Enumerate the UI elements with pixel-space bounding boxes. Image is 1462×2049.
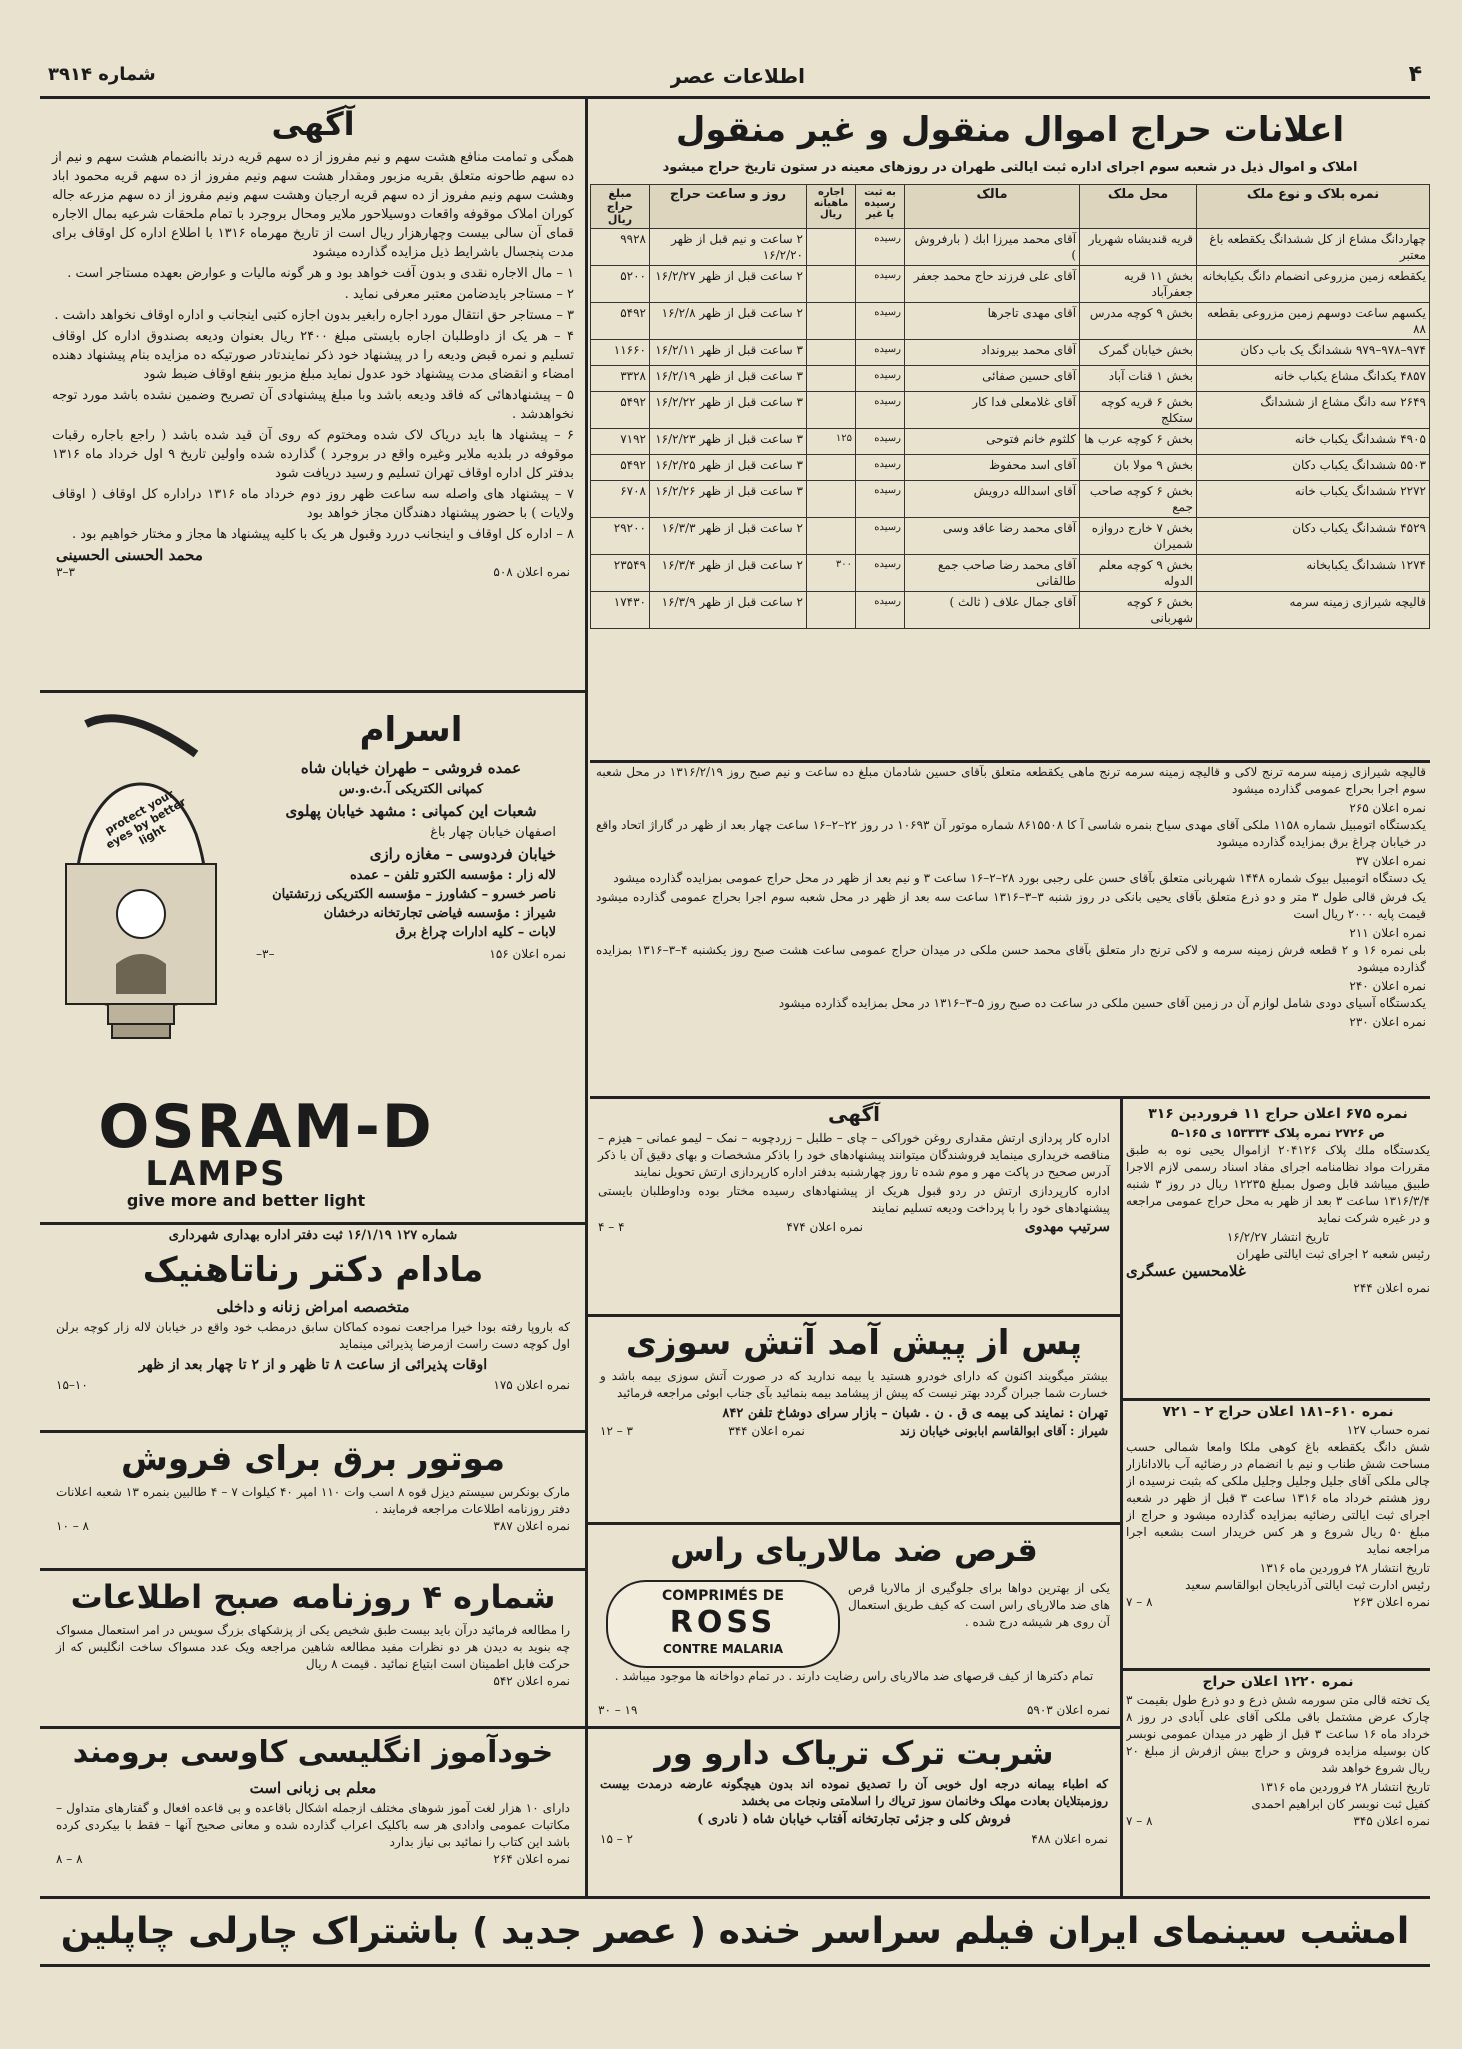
osram-ad-wholesale: عمده فروشی – طهران خیابان شاه — [300, 759, 522, 777]
auction-notice-181 — [1126, 1402, 1430, 1664]
auction-cell-date: ۳ ساعت قبل از ظهر ۱۶/۲/۲۵ — [650, 455, 807, 481]
purchase-notice-body: اداره کار پردازی ارتش مقداری روغن خوراکی – چای – طلبل – زردچوبه – نمک – لیمو عمانی – هیزم – مناقصه خریداری مینماید فروشندگان میتوانند پیشنهادهای خود را باذکر مشخصات و بهای دقیق آن با ذکر آدرس صحیح در پاکت مهر و موم شده تا روز چهارشنبه بدفتر اداره کارپردازی ارتش تحویل نمایند — [598, 1131, 1110, 1179]
notice-1220-body: یک تخته قالی متن سورمه شش ذرع و دو ذرع طول بقیمت ۳ چارک عرض مشتمل باقی ملکی آقای علی آبادی در روز ۸ خرداد ماه ۱۶ ساعت ۳ قبل از ظهر در میدان عمومی نوبسر کان بوسیله مزایده فروش و حراج بیش ازفرش از مبلغ ۲۰ ریال شروع خواهد شد — [1126, 1693, 1430, 1775]
auction-cell-rent — [807, 229, 856, 266]
madam-ad-ref: نمره اعلان ۱۷۵ — [493, 1378, 570, 1392]
fire-ad-code: ۳ – ۱۲ — [600, 1424, 633, 1438]
auction-cell-rent — [807, 340, 856, 366]
notice-675-signer: غلامحسین عسگری — [1126, 1262, 1246, 1280]
auction-cell-amount: ۵۴۹۲ — [591, 455, 650, 481]
auction-cell-plot: ۴۵۲۹ ششدانگ یکباب دکان — [1197, 518, 1430, 555]
newspaper-ad-body: را مطالعه فرمائید درآن باید بیست طبق شخیص یکی از پزشکهای بزرگ سویس در امر استعمال مسواک چه بنوید به دیدن هر دو نظرات مفید مطالعه شاهین مراجعه ویک عدد مسواک ساخت انگلیس که از حرکت فابل اطمینان است ابتیاع نمائید . قیمت ۸ ریال — [56, 1623, 570, 1671]
notice-left-ref: نمره اعلان ۵۰۸ — [493, 565, 570, 579]
auction-header-plot: نمره بلاک و نوع ملک — [1197, 185, 1430, 229]
fire-ad-ref: نمره اعلان ۳۴۴ — [728, 1424, 805, 1438]
notice-left-p3: ۲ – مستاجر بایدضامن معتبر معرفی نماید . — [344, 287, 574, 302]
auction-table-row — [591, 455, 1430, 481]
notice-left-p7: ۶ – پیشنهاد ها باید دریاک لاک شده ومختوم که روی آن قید شده باشد ( راجع باجاره رقبات موقوفه در بلدیه ملایر وغیره واقع در بروجرد ) گذارده شده واولین تاریخ ۹ اول خرداد ماه ۱۳۱۶ بدفتر کل اداره اوقاف تهران تسلیم و رسید دریافت شود — [52, 428, 574, 481]
auction-cell-amount: ۵۴۹۲ — [591, 392, 650, 429]
malaria-ad-code: ۱۹ – ۳۰ — [598, 1703, 638, 1717]
misc-notice-2: یکدستگاه اتومبیل شماره ۱۱۵۸ ملکی آقای مهدی سیاح بنمره شاسی آ کا ۸۶۱۵۵۰۸ شماره موتور آن ۱۰۶۹۳ در روز ۲۲–۲–۱۶ ساعت چهار بعد از ظهر در گاراژ اتحاد واقع در خیابان چراغ برق بمزایده گذارده میشود — [596, 818, 1426, 849]
auction-cell-owner: آقای غلامعلی فدا کار — [905, 392, 1080, 429]
auction-cell-registered: رسیده — [856, 592, 905, 629]
auction-cell-registered: رسیده — [856, 266, 905, 303]
auction-cell-location: بخش ۷ خارج دروازه شمیران — [1080, 518, 1197, 555]
osram-ad-branch: شعبات این کمپانی : مشهد خیابان پهلوی — [285, 802, 537, 820]
auction-cell-location: بخش ۶ کوچه صاحب جمع — [1080, 481, 1197, 518]
auction-cell-amount: ۵۴۹۲ — [591, 303, 650, 340]
motor-ad-title: موتور برق برای فروش — [120, 1439, 506, 1479]
english-ad-subtitle: معلم بی زبانی است — [249, 1779, 377, 1797]
purchase-notice-signer: سرتیپ مهدوی — [1024, 1219, 1110, 1235]
osram-ad — [46, 694, 580, 1218]
auction-title: اعلانات حراج اموال منقول و غیر منقول — [675, 110, 1345, 150]
misc-notice-ref-1: نمره اعلان ۲۶۵ — [1349, 801, 1426, 815]
notice-left-p5: ۴ – هر یک از داوطلبان اجاره بایستی مبلغ ۲۴۰۰ ریال بعنوان ودیعه بصندوق اداره کل اوقاف تسلیم و نمره قبض ودیعه را در پیشنهاد خود ذکر نمایندتادر صورتیکه ده مزایده بنام پیشنهاد دهنده امضاء و انقضای مدت پیشنهاد خود عدول نماید مبلغ مزبور بنفع اوقاف ضبط شود — [52, 329, 575, 382]
auction-cell-amount: ۶۷۰۸ — [591, 481, 650, 518]
notice-181-body: شش دانگ یکقطعه باغ کوهی ملکا وامعا شمالی حسب مساحت شش طناب و نیم با انضمام در رضائیه آب بالادانازار چالی ملکی آقای جلیل وجلیل وجلیل ملکی که بثبت نرسیده از روز هشتم خرداد ماه ۱۳۱۶ ساعت ۳ قبل از ظهر در شعبه اجرای ثبت ایالتی رضائیه بمزایده گذارده میشود و حراج از مبلغ ۵۰ ریال شروع و هر کس خریدار است بشعبه اجرا مراجعه نماید — [1126, 1440, 1430, 1556]
auction-cell-registered: رسیده — [856, 518, 905, 555]
auction-cell-rent — [807, 481, 856, 518]
opium-ad — [592, 1730, 1116, 1894]
malaria-ad-ref: نمره اعلان ۵۹۰۳ — [1026, 1703, 1110, 1717]
auction-cell-amount: ۹۹۲۸ — [591, 229, 650, 266]
column-divider-right — [1120, 1099, 1123, 1896]
auction-cell-registered: رسیده — [856, 229, 905, 266]
misc-notices — [596, 764, 1426, 1094]
osram-ad-ref: نمره اعلان ۱۵۶ — [489, 947, 566, 961]
auction-cell-registered: رسیده — [856, 340, 905, 366]
auction-cell-date: ۳ ساعت قبل از ظهر ۱۶/۲/۲۲ — [650, 392, 807, 429]
auction-cell-location: قریه قندیشاه شهریار — [1080, 229, 1197, 266]
rule-675 — [1123, 1398, 1430, 1401]
notice-675-title: نمره ۶۷۵ اعلان حراج ۱۱ فروردین ۳۱۶ — [1148, 1106, 1408, 1122]
auction-cell-date: ۲ ساعت قبل از ظهر ۱۶/۳/۳ — [650, 518, 807, 555]
purchase-notice — [592, 1100, 1116, 1310]
notice-left-p8: ۷ – پیشنهاد های واصله سه ساعت ظهر روز دوم خرداد ماه ۱۳۱۶ دراداره کل اوقاف ( اوقاف ولایات ) با حضور پیشنهاد دهندگان مجاز خواهد بود — [52, 487, 574, 521]
auction-cell-registered: رسیده — [856, 555, 905, 592]
auction-cell-rent — [807, 366, 856, 392]
notice-181-sub: نمره حساب ۱۲۷ — [1346, 1423, 1430, 1437]
madam-ad-hours: اوقات پذیرائی از ساعت ۸ تا ظهر و از ۲ تا چهار بعد از ظهر — [138, 1357, 488, 1373]
motor-ad-body: مارک بونکرس سیستم دیزل قوه ۸ اسب وات ۱۱۰ امپر ۴۰ کیلوات ۷ – ۴ طالبین بنمره ۱۳ شعبه اعلانات دفتر روزنامه اطلاعات مراجعه فرمایند . — [56, 1485, 571, 1516]
opium-ad-code: ۲ – ۱۵ — [600, 1832, 633, 1846]
fire-insurance-ad — [592, 1318, 1116, 1518]
pill-line-2: ROSS — [669, 1605, 777, 1640]
auction-notice-1220 — [1126, 1672, 1430, 1894]
auction-table-row — [591, 392, 1430, 429]
auction-cell-date: ۲ ساعت قبل از ظهر ۱۶/۳/۴ — [650, 555, 807, 592]
notice-181-head: رئیس ادارت ثبت ایالتی آذربایجان ابوالقاسم سعید — [1185, 1578, 1430, 1592]
notice-left-title: آگهی — [271, 105, 355, 143]
auction-cell-plot: چهاردانگ مشاع از کل ششدانگ یکقطعه باغ معتبر — [1197, 229, 1430, 266]
auction-cell-plot: یکقطعه زمین مزروعی انضمام دانگ بکیابخانه — [1197, 266, 1430, 303]
auction-cell-date: ۳ ساعت قبل از ظهر ۱۶/۲/۱۱ — [650, 340, 807, 366]
auction-table-row — [591, 592, 1430, 629]
auction-cell-date: ۳ ساعت قبل از ظهر ۱۶/۲/۲۳ — [650, 429, 807, 455]
auction-header-owner: مالک — [905, 185, 1080, 229]
auction-cell-plot: ۲۲۷۲ ششدانگ یکباب خانه — [1197, 481, 1430, 518]
footer-rule-top — [40, 1896, 1430, 1899]
notice-675-ref: نمره اعلان ۲۴۴ — [1353, 1281, 1430, 1295]
auction-cell-location: بخش ۱۱ قریه جعفرآباد — [1080, 266, 1197, 303]
auction-cell-owner: آقای مهدی تاجرها — [905, 303, 1080, 340]
notice-left-signer: محمد الحسنی الحسینی — [56, 546, 203, 564]
notice-1220-title: نمره ۱۲۲۰ اعلان حراج — [1202, 1674, 1354, 1690]
footer-rule-bottom — [40, 1964, 1430, 1967]
auction-cell-amount: ۱۱۶۶۰ — [591, 340, 650, 366]
auction-cell-amount: ۲۹۲۰۰ — [591, 518, 650, 555]
auction-cell-owner: آقای جمال علاف ( ثالث ) — [905, 592, 1080, 629]
purchase-notice-code: ۴ – ۴ — [598, 1220, 625, 1234]
fire-ad-body: بیشتر میگویند اکنون که دارای خودرو هستید یا بیمه ندارید که در صورت آتش سوزی بیمه باشد و خسارت شما جبران گردد بهتر نیست که پیش از پیشامد بیمه بنمائید بآی جناب ابوئی مراجعه فرمائید — [600, 1369, 1108, 1400]
auction-cell-registered: رسیده — [856, 429, 905, 455]
notice-left-code: ۳–۳ — [56, 565, 75, 579]
column-divider-main — [585, 96, 588, 1896]
newspaper-ad — [46, 1572, 580, 1722]
fire-ad-address: تهران : نمایند کی بیمه ی ق . ن . شبان – بازار سرای دوشاخ تلفن ۸۴۲ — [722, 1406, 1108, 1421]
auction-cell-rent — [807, 303, 856, 340]
auction-cell-location: بخش ۹ کوچه مدرس — [1080, 303, 1197, 340]
auction-cell-plot: ۴۹۰۵ ششدانگ یکباب خانه — [1197, 429, 1430, 455]
misc-notice-ref-2: نمره اعلان ۳۷ — [1355, 854, 1426, 868]
osram-brand: OSRAM-D — [98, 1094, 434, 1160]
auction-cell-owner: آقای محمد میرزا ابك ( بارفروش ) — [905, 229, 1080, 266]
auction-cell-owner: آقای حسین صفائی — [905, 366, 1080, 392]
auction-table-row — [591, 229, 1430, 266]
osram-ad-title: اسرام — [359, 710, 463, 750]
malaria-ad-title: قرص ضد مالاریای راس — [670, 1531, 1038, 1569]
auction-cell-owner: آقای اسد محفوظ — [905, 455, 1080, 481]
auction-cell-rent — [807, 392, 856, 429]
purchase-notice-ref: نمره اعلان ۴۷۴ — [786, 1220, 863, 1234]
rule-left-2 — [40, 1222, 585, 1225]
purchase-notice-body2: اداره کارپردازی ارتش در ردو قبول هریک از پیشنهادهای رسیده مختار بوده وداوطلبان بایستی پیشنهادهای خود را با پرداخت ودیعه تسلیم نمایند — [598, 1184, 1110, 1215]
auction-table-row — [591, 266, 1430, 303]
notice-1220-signer: کفیل ثبت نوبسر کان ابراهیم احمدی — [1251, 1797, 1430, 1811]
auction-cell-rent — [807, 518, 856, 555]
auction-cell-owner: آقای محمد رضا صاحب جمع طالقانی — [905, 555, 1080, 592]
rule-left-1 — [40, 690, 585, 693]
auction-cell-rent — [807, 266, 856, 303]
auction-cell-location: بخش ۹ مولا بان — [1080, 455, 1197, 481]
motor-ad-ref: نمره اعلان ۳۸۷ — [493, 1519, 570, 1533]
auction-table — [590, 184, 1430, 629]
lightbulb-illustration — [46, 714, 236, 1094]
auction-cell-location: بخش خیابان گمرک — [1080, 340, 1197, 366]
notice-left-p1: همگی و تمامت منافع هشت سهم و نیم مفروز از ده سهم قریه درند باانضمام هشت سهم و نیم از ده سهم طاحونه متعلق بقریه مزبور ومقدار هشت سهم ونیم مفروز از ده سهم قریه محمود اباد وهشت سهم ونیم مفروز از ده سهم قریه ارجیان وهشت سهم ونیم مفروز از ده سهم مزرعه جاله کوران املاک موقوفه واقعات دوسیلاحور ملایر ومحال بروجرد با تمام ملحقات شرعیه بمال الاجاره قمای آن سالی بیست وچهارهزار ریال است از تاریخ مهرماه ۱۳۱۶ با اطلاع اداره کل اوقاف برای مدت پنجسال باشرایط ذیل مزایده گذارده میشود — [52, 150, 574, 260]
opium-ad-ref: نمره اعلان ۴۸۸ — [1031, 1832, 1108, 1846]
auction-cell-registered: رسیده — [856, 392, 905, 429]
rule-fire — [588, 1522, 1120, 1525]
auction-cell-owner: آقای اسدالله درویش — [905, 481, 1080, 518]
fire-ad-title: پس از پیش آمد آتش سوزی — [625, 1323, 1083, 1363]
auction-table-row — [591, 366, 1430, 392]
auction-table-row — [591, 303, 1430, 340]
madam-ad-title: مادام دکتر رناتاهنیک — [142, 1250, 484, 1290]
auction-table-body — [591, 229, 1430, 629]
auction-cell-date: ۲ ساعت و نیم قبل از ظهر ۱۶/۲/۲۰ — [650, 229, 807, 266]
misc-notice-ref-3: نمره اعلان ۲۱۱ — [1349, 926, 1426, 940]
osram-ad-code: –۳– — [256, 947, 275, 961]
auction-cell-date: ۳ ساعت قبل از ظهر ۱۶/۲/۲۶ — [650, 481, 807, 518]
auction-table-header-row — [591, 185, 1430, 229]
auction-cell-location: بخش ۹ کوچه معلم الدوله — [1080, 555, 1197, 592]
auction-intro: املاک و اموال ذیل در شعبه سوم اجرای اداره ثبت ایالتی طهران در روزهای معینه در ستون تاریخ حراج میشود — [662, 160, 1358, 175]
auction-header-date: روز و ساعت حراج — [650, 185, 807, 229]
auction-cell-registered: رسیده — [856, 481, 905, 518]
auction-cell-plot: ۱۲۷۴ ششدانگ یکبابخانه — [1197, 555, 1430, 592]
auction-bottom-rule — [590, 760, 1430, 763]
auction-header-location: محل ملک — [1080, 185, 1197, 229]
auction-cell-amount: ۳۳۲۸ — [591, 366, 650, 392]
auction-cell-owner: آقای محمد رضا عاقد وسی — [905, 518, 1080, 555]
masthead-paper-name: اطلاعات عصر — [670, 64, 805, 88]
auction-header-amount: مبلغ حراج ریال — [591, 185, 650, 229]
auction-cell-plot: ۵۵۰۳ ششدانگ یکباب دکان — [1197, 455, 1430, 481]
rule-left-5 — [40, 1726, 585, 1729]
madam-ad-subtitle: متخصصه امراض زنانه و داخلی — [216, 1298, 410, 1316]
auction-cell-location: بخش ۱ قنات آباد — [1080, 366, 1197, 392]
auction-cell-owner: آقای محمد بیرونداد — [905, 340, 1080, 366]
auction-cell-plot: ۲۶۴۹ سه دانگ مشاع از ششدانگ — [1197, 392, 1430, 429]
auction-cell-location: بخش ۶ کوچه عرب ها — [1080, 429, 1197, 455]
masthead-page-number: ۴ — [1408, 62, 1422, 87]
auction-section — [590, 100, 1430, 760]
auction-cell-amount: ۷۱۹۲ — [591, 429, 650, 455]
madam-ad-code: ۱۰–۱۵ — [56, 1378, 88, 1392]
notice-left-p2: ۱ – مال الاجاره نقدی و بدون آفت خواهد بود و هر گونه مالیات و عوارض بعهده مستاجر است . — [67, 266, 574, 281]
auction-cell-rent — [807, 455, 856, 481]
auction-cell-plot: ۴۸۵۷ یکدانگ مشاع یکباب خانه — [1197, 366, 1430, 392]
misc-notice-5: بلی نمره ۱۶ و ۲ قطعه فرش زمینه سرمه و لاکی ترنج دار متعلق بآقای محمد حسن ملکی در میدان حراج عمومی ساعت هشت صبح روز یکشنبه ۴–۳–۱۳۱۶ بمزایده گذارده میشود — [596, 943, 1426, 974]
osram-ad-line-4: ناصر خسرو – کشاورز – مؤسسه الکتریکی زرتشتیان — [272, 887, 556, 902]
notice-675-date: تاریخ انتشار ۱۶/۲/۲۷ — [1226, 1230, 1330, 1244]
rule-malaria — [588, 1726, 1120, 1729]
osram-ad-company: کمپانی الکتریکی آ.ث.و.س — [338, 782, 484, 797]
auction-cell-rent: ۳۰۰ — [807, 555, 856, 592]
motor-ad-code: ۸ – ۱۰ — [56, 1519, 89, 1533]
footer-banner: امشب سینمای ایران فیلم سراسر خنده ( عصر جدید ) باشتراک چارلی چاپلین — [60, 1911, 1410, 1952]
notice-181-ref: نمره اعلان ۲۶۳ — [1353, 1595, 1430, 1609]
auction-cell-date: ۲ ساعت قبل از ظهر ۱۶/۲/۲۷ — [650, 266, 807, 303]
notice-675-body: یکدستگاه ملك پلاک ۲۰۴۱۲۶ ازاموال یحیی نوه به طبق مقررات مواد نظامنامه اجرای مفاد اسناد رسمی لازم الاجرا طبیق میباشد قابل وصول بمبلغ ۱۲۲۳۵ ریال در روز ۳ شنبه ۱۳۱۶/۳/۴ ساعت ۳ بعد از ظهر به محل حراج عمومی مراجعه و در غیره شرکت نماید — [1126, 1143, 1430, 1225]
osram-ad-line-1: اصفهان خیابان چهار باغ — [430, 825, 556, 840]
opium-ad-body: که اطباء بیمانه درجه اول خوبی آن را تصدیق نموده اند بدون هیچگونه عارضه درمدت بیست روزمبتلایان بعادت مهلک وخانمان سوز ترياك را اسلامتی ونجات می بخشد — [600, 1777, 1108, 1808]
auction-table-row — [591, 429, 1430, 455]
auction-cell-rent — [807, 592, 856, 629]
malaria-ad — [592, 1526, 1116, 1722]
notice-left — [46, 100, 580, 680]
osram-ad-line-2: خیابان فردوسی – مغازه رازی — [369, 845, 556, 863]
auction-cell-registered: رسیده — [856, 366, 905, 392]
english-ad-code: ۸ – ۸ — [56, 1852, 83, 1866]
notice-left-p4: ۳ – مستاجر حق انتقال مورد اجاره رابغیر بدون اجازه کتبی اینجانب و اداره اوقاف نخواهد داشت . — [54, 308, 574, 323]
rule-purchase — [588, 1314, 1120, 1317]
notice-181-title: نمره ۶۱۰–۱۸۱ اعلان حراج ۲ – ۷۲۱ — [1162, 1404, 1394, 1420]
opium-ad-sale: فروش کلی و جزئی تجارتخانه آفتاب خیابان شاه ( نادری ) — [697, 1812, 1011, 1827]
auction-cell-plot: قالیچه شیرازی زمینه سرمه — [1197, 592, 1430, 629]
auction-cell-date: ۳ ساعت قبل از ظهر ۱۶/۲/۱۹ — [650, 366, 807, 392]
fire-ad-address2: شیراز : آقای ابوالقاسم ابابونی خیابان زند — [900, 1424, 1108, 1438]
auction-cell-location: بخش ۶ قریه کوچه ستکلج — [1080, 392, 1197, 429]
notice-675-head: رئیس شعبه ۲ اجرای ثبت ایالتی طهران — [1236, 1247, 1430, 1261]
rule-left-4 — [40, 1568, 585, 1571]
misc-notice-4: یک فرش قالی طول ۳ متر و دو ذرع متعلق بآقای یحیی بانکی در روز شنبه ۳–۳–۱۳۱۶ ساعت سه بعد از ظهر در محل شعبه سوم اجرا بحراج عمومی گذارده میشود قیمت پایه ۲۰۰۰ ریال است — [596, 890, 1426, 921]
notice-1220-date: تاریخ انتشار ۲۸ فروردین ماه ۱۳۱۶ — [1259, 1780, 1430, 1794]
auction-table-row — [591, 481, 1430, 518]
opium-ad-title: شربت ترک تریاک دارو ور — [654, 1734, 1054, 1772]
auction-cell-registered: رسیده — [856, 303, 905, 340]
osram-ad-line-3: لاله زار : مؤسسه الکترو تلفن – عمده — [349, 868, 556, 883]
auction-cell-plot: ۹۷۴–۹۷۸–۹۷۹ ششدانگ یک باب دکان — [1197, 340, 1430, 366]
notice-181-date: تاریخ انتشار ۲۸ فروردین ماه ۱۳۱۶ — [1259, 1561, 1430, 1575]
notice-181-code: ۸ – ۷ — [1126, 1595, 1153, 1609]
auction-cell-rent: ۱۲۵ — [807, 429, 856, 455]
madam-doctor-ad — [46, 1226, 580, 1426]
malaria-ad-body2: تمام دکترها از کیف قرصهای ضد مالاریای راس رضایت دارند . در تمام دواخانه ها موجود میباشد . — [614, 1669, 1094, 1683]
notice-1220-ref: نمره اعلان ۳۴۵ — [1353, 1814, 1430, 1828]
malaria-ad-body: یکی از بهترین دواها برای جلوگیری از مالاریا قرص های ضد مالاریای راس است که کیف طریق استعمال آن روی هر شیشه درج شده . — [848, 1581, 1110, 1629]
english-ad-ref: نمره اعلان ۲۶۴ — [493, 1852, 570, 1866]
auction-header-rent: اجاره ماهیانه ریال — [807, 185, 856, 229]
pill-line-3: CONTRE MALARIA — [662, 1642, 783, 1656]
bulb-caption: protect your eyes by better light — [102, 787, 189, 852]
masthead-issue-number: شماره ۳۹۱۴ — [48, 64, 156, 85]
madam-ad-ref-top: شماره ۱۲۷ ۱۶/۱/۱۹ ثبت دفتر اداره بهداری شهرداری — [168, 1228, 458, 1243]
notice-left-p6: ۵ – پیشنهادهائی که فاقد ودیعه باشد وبا مبلغ پیشنهادی آن تصریح وضمین نشده باشد مورد توجه نخواهدشد . — [52, 388, 574, 422]
auction-cell-location: بخش ۶ کوچه شهربانی — [1080, 592, 1197, 629]
auction-cell-amount: ۵۲۰۰ — [591, 266, 650, 303]
notice-675-sub: ص ۲۷۲۶ نمره پلاک ۱۵۳۳۳۴ ی ۱۶۵–۵ — [1171, 1126, 1385, 1140]
misc-notice-ref-5: نمره اعلان ۲۳۰ — [1349, 1015, 1426, 1029]
newspaper-ad-title: شماره ۴ روزنامه صبح اطلاعات — [70, 1578, 556, 1616]
auction-cell-amount: ۱۷۴۳۰ — [591, 592, 650, 629]
osram-slogan: give more and better light — [126, 1191, 366, 1210]
english-ad-title: خودآموز انگلیسی کاوسی برومند — [72, 1735, 554, 1770]
auction-cell-plot: یکسهم ساعت دوسهم زمین مزروعی بقطعه ۸۸ — [1197, 303, 1430, 340]
auction-cell-amount: ۲۳۵۴۹ — [591, 555, 650, 592]
misc-notice-6: یکدستگاه آسیای دودی شامل لوازم آن در زمین آقای حسین ملکی در ساعت ده صبح روز ۵–۳–۱۳۱۶ در محل بمزایده گذارده میشود — [778, 996, 1426, 1010]
notice-1220-code: ۸ – ۷ — [1126, 1814, 1153, 1828]
pill-line-1: COMPRIMÉS DE — [662, 1588, 784, 1604]
english-ad-body: دارای ۱۰ هزار لغت آموز شوهای مختلف ازجمله اشکال باقاعده و بی قاعده افعال و گفتارهای متداول – مکاتبات عمومی وادادی هر سه باکلیک اعراب گذارده شده و معانی صحیح آنها – فقط با بیکردی کرده باشد این کتاب را نمائید بی نیاز بدارد — [56, 1801, 571, 1849]
purchase-notice-title: آگهی — [828, 1102, 880, 1126]
auction-cell-date: ۲ ساعت قبل از ظهر ۱۶/۲/۸ — [650, 303, 807, 340]
madam-ad-body: که باروپا رفته بودا خیرا مراجعت نموده کماکان سابق درمطب خود واقع در خیابان لاله زار کوچه برلن اول کوچه دست راست ازمرضا پذیرائی مینماید — [56, 1320, 570, 1351]
misc-notice-1: قالیچه شیرازی زمینه سرمه ترنج لاکی و قالیچه زمینه سرمه ترنج ماهی یکقطعه متعلق بآقای حسین شادمان مبلغ ده ساعت و نیم صبح روز ۱۳۱۶/۲/۱۹ در محل شعبه سوم اجرا بحراج عمومی گذارده میشود — [596, 765, 1426, 796]
misc-notice-ref-4: نمره اعلان ۲۴۰ — [1349, 979, 1426, 993]
osram-ad-line-6: لابات – کلیه ادارات چراغ برق — [395, 925, 556, 940]
auction-header-registered: به ثبت رسیده یا غیر — [856, 185, 905, 229]
auction-table-row — [591, 555, 1430, 592]
masthead-rule — [40, 96, 1430, 99]
auction-table-row — [591, 518, 1430, 555]
motor-ad — [46, 1434, 580, 1564]
auction-cell-owner: آقای علی فرزند حاج محمد جعفر — [905, 266, 1080, 303]
notice-left-p9: ۸ – اداره کل اوقاف و اینجانب دررد وقبول هر یک با کلیه پیشنهاد ها مجاز و مختار خواهیم بود . — [72, 527, 574, 542]
auction-notice-675 — [1126, 1104, 1430, 1394]
auction-cell-owner: کلثوم خانم فتوحی — [905, 429, 1080, 455]
ross-pill-box — [606, 1580, 840, 1668]
masthead — [40, 60, 1430, 94]
auction-table-row — [591, 340, 1430, 366]
misc-bottom-rule — [590, 1096, 1430, 1099]
rule-181 — [1123, 1668, 1430, 1671]
newspaper-ad-ref: نمره اعلان ۵۴۲ — [493, 1674, 570, 1688]
misc-notice-3: یک دستگاه اتومبیل بیوک شماره ۱۴۴۸ شهربانی متعلق بآقای حسن علی رجبی بورد ۲۸–۲–۱۶ ساعت ۳ و نیم بعد از ظهر در محل حراج عمومی بمزایده گذارده میشود — [613, 871, 1426, 885]
osram-ad-line-5: شیراز : مؤسسه فیاضی تجارتخانه درخشان — [323, 906, 556, 921]
rule-left-3 — [40, 1430, 585, 1433]
auction-cell-date: ۲ ساعت قبل از ظهر ۱۶/۳/۹ — [650, 592, 807, 629]
auction-cell-registered: رسیده — [856, 455, 905, 481]
osram-brand-sub: LAMPS — [145, 1156, 287, 1192]
english-book-ad — [46, 1730, 580, 1894]
